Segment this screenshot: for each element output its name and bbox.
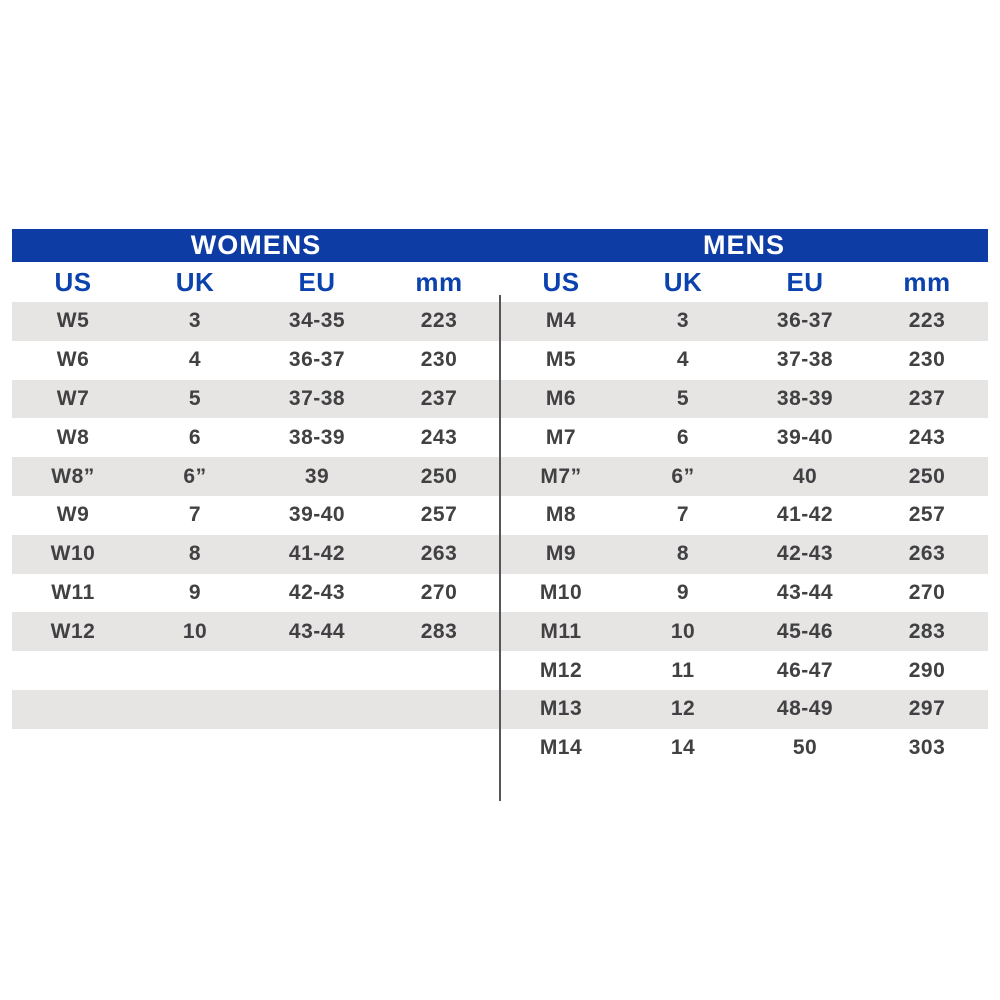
table-row <box>500 418 988 457</box>
column-header: mm <box>415 266 463 297</box>
title-band <box>12 229 988 262</box>
table-row <box>12 612 500 651</box>
table-cell: 48-49 <box>776 697 834 721</box>
table-row <box>500 380 988 419</box>
table-cell: 12 <box>670 697 696 721</box>
table-row <box>12 729 500 768</box>
table-cell: 36-37 <box>288 348 346 372</box>
table-cell: M4 <box>545 309 577 333</box>
table-cell: 11 <box>671 658 695 682</box>
table-row <box>12 418 500 457</box>
table-cell: 39 <box>304 464 330 488</box>
table-row <box>500 612 988 651</box>
table-cell <box>12 690 134 729</box>
table-cell: W12 <box>50 619 96 643</box>
table-cell: 46-47 <box>776 658 834 682</box>
table-cell: 36-37 <box>776 309 834 333</box>
column-header: US <box>542 266 580 297</box>
table-cell: 250 <box>908 464 946 488</box>
table-cell <box>134 651 256 690</box>
table-cell: 8 <box>188 542 202 566</box>
table-cell: 6” <box>671 464 695 488</box>
table-row <box>12 496 500 535</box>
table-cell: M14 <box>539 736 583 760</box>
table-cell: W7 <box>56 386 90 410</box>
table-cell: 9 <box>676 580 690 604</box>
table-row <box>500 729 988 768</box>
table-cell: M6 <box>545 386 577 410</box>
table-row <box>12 457 500 496</box>
column-header: US <box>54 266 92 297</box>
table-cell: 237 <box>908 386 946 410</box>
table-cell: 9 <box>188 580 202 604</box>
table-row <box>500 341 988 380</box>
table-cell: 38-39 <box>776 386 834 410</box>
column-header: EU <box>298 266 336 297</box>
womens-title: WOMENS <box>190 230 322 260</box>
table-cell <box>12 729 134 768</box>
table-cell: 37-38 <box>288 386 346 410</box>
table-row <box>500 690 988 729</box>
table-cell: 270 <box>420 580 458 604</box>
table-cell: 43-44 <box>776 580 834 604</box>
table-cell: 37-38 <box>776 348 834 372</box>
table-row <box>500 302 988 341</box>
table-cell: 4 <box>188 348 202 372</box>
column-header: UK <box>663 266 703 297</box>
table-cell <box>134 690 256 729</box>
table-cell <box>256 729 378 768</box>
table-cell: W10 <box>50 542 96 566</box>
table-cell: 41-42 <box>776 503 834 527</box>
mens-header-row <box>500 262 988 302</box>
table-cell: 6” <box>183 464 207 488</box>
tables-container <box>12 262 988 768</box>
table-cell: 42-43 <box>288 580 346 604</box>
womens-header-row <box>12 262 500 302</box>
table-cell: 42-43 <box>776 542 834 566</box>
table-cell: M13 <box>539 697 583 721</box>
table-cell: W6 <box>56 348 90 372</box>
table-cell: 283 <box>908 619 946 643</box>
table-cell: 290 <box>908 658 946 682</box>
table-cell: W11 <box>51 580 95 604</box>
table-cell: 263 <box>420 542 458 566</box>
table-cell: M8 <box>545 503 577 527</box>
table-cell: W9 <box>56 503 90 527</box>
table-cell <box>256 690 378 729</box>
table-row <box>500 496 988 535</box>
table-cell: 243 <box>420 425 458 449</box>
shoe-size-chart <box>12 229 988 768</box>
table-cell: 250 <box>420 464 458 488</box>
table-cell: M11 <box>540 619 582 643</box>
table-cell: 41-42 <box>288 542 346 566</box>
table-cell: 3 <box>676 309 690 333</box>
column-header: UK <box>175 266 215 297</box>
column-header: EU <box>786 266 824 297</box>
table-cell <box>378 729 500 768</box>
table-cell: 257 <box>908 503 946 527</box>
table-cell: 5 <box>188 386 202 410</box>
table-cell: 39-40 <box>288 503 346 527</box>
table-cell: 14 <box>670 736 696 760</box>
table-cell: M7” <box>540 464 582 488</box>
table-row <box>12 690 500 729</box>
table-cell: 223 <box>908 309 946 333</box>
table-cell: 297 <box>908 697 946 721</box>
table-cell: M10 <box>539 580 583 604</box>
table-cell: 4 <box>676 348 690 372</box>
table-row <box>12 302 500 341</box>
table-row <box>12 574 500 613</box>
table-cell: M7 <box>545 425 577 449</box>
table-row <box>12 535 500 574</box>
table-cell: 40 <box>792 464 818 488</box>
table-cell: 10 <box>670 619 696 643</box>
table-divider <box>499 295 501 801</box>
table-cell <box>256 651 378 690</box>
table-cell <box>378 690 500 729</box>
table-cell: 43-44 <box>288 619 346 643</box>
table-cell: 283 <box>420 619 458 643</box>
mens-title: MENS <box>702 230 785 260</box>
table-row <box>500 651 988 690</box>
table-cell: 6 <box>188 425 202 449</box>
table-cell: 270 <box>908 580 946 604</box>
table-cell: 230 <box>420 348 458 372</box>
table-cell: 6 <box>676 425 690 449</box>
table-cell: 243 <box>908 425 946 449</box>
table-row <box>12 380 500 419</box>
table-cell <box>378 651 500 690</box>
table-cell: 45-46 <box>776 619 834 643</box>
table-cell <box>12 651 134 690</box>
table-row <box>500 535 988 574</box>
table-cell <box>134 729 256 768</box>
table-cell: 223 <box>420 309 458 333</box>
mens-table <box>500 262 988 768</box>
table-cell: 34-35 <box>288 309 346 333</box>
table-cell: 39-40 <box>776 425 834 449</box>
table-cell: 8 <box>676 542 690 566</box>
table-cell: M5 <box>545 348 577 372</box>
table-row <box>500 574 988 613</box>
table-cell: M9 <box>545 542 577 566</box>
table-cell: 50 <box>792 736 818 760</box>
table-row <box>500 457 988 496</box>
table-row <box>12 651 500 690</box>
table-cell: 237 <box>420 386 458 410</box>
table-cell: W8 <box>56 425 90 449</box>
table-cell: 3 <box>188 309 202 333</box>
table-cell: W5 <box>56 309 90 333</box>
table-row <box>12 341 500 380</box>
table-cell: 5 <box>676 386 690 410</box>
table-cell: 7 <box>676 503 690 527</box>
womens-table <box>12 262 500 768</box>
table-cell: 7 <box>188 503 202 527</box>
table-cell: 263 <box>908 542 946 566</box>
table-cell: M12 <box>539 658 583 682</box>
table-cell: 257 <box>420 503 458 527</box>
table-cell: 303 <box>908 736 946 760</box>
column-header: mm <box>903 266 951 297</box>
table-cell: 230 <box>908 348 946 372</box>
table-cell: W8” <box>51 464 95 488</box>
table-cell: 38-39 <box>288 425 346 449</box>
table-cell: 10 <box>182 619 208 643</box>
